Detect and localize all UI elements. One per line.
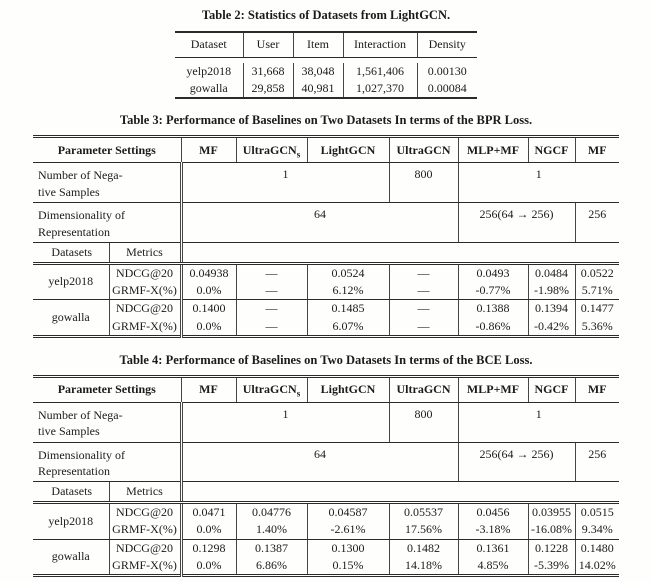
value-cell: 6.07%: [307, 318, 389, 337]
value-cell: 38,048: [293, 63, 343, 80]
value-cell: 0.0522: [575, 263, 619, 282]
value-cell: —: [236, 282, 307, 300]
col-header-mlp-mf: MLP+MF: [458, 137, 528, 163]
value-cell: 256: [575, 203, 619, 243]
value-cell: —: [389, 318, 458, 337]
col-header-lightgcn: LightGCN: [307, 137, 389, 163]
value-cell: 0.1485: [307, 300, 389, 318]
metric-name: NDCG@20: [109, 539, 181, 557]
subscript-s: s: [296, 148, 301, 159]
value-cell: 0.0471: [181, 503, 236, 522]
table2-row-gowalla: [175, 80, 477, 98]
value-cell: -5.39%: [528, 557, 575, 576]
value-cell: 17.56%: [389, 521, 458, 539]
value-cell: 6.86%: [236, 557, 307, 576]
table4-header-row: [33, 376, 619, 402]
value-cell: 0.05537: [389, 503, 458, 522]
value-cell: 14.02%: [575, 557, 619, 576]
empty-cell: [181, 482, 619, 503]
col-header-ultragcn-s: [236, 376, 307, 402]
table4-caption: Table 4: Performance of Baselines on Two Datasets In terms of the BCE Loss.: [119, 352, 533, 367]
value-cell: 29,858: [243, 80, 293, 98]
value-cell: 4.85%: [458, 557, 528, 576]
dataset-name: gowalla: [51, 309, 90, 324]
value-cell: 0.0456: [458, 503, 528, 522]
model-label: UltraGCN: [242, 382, 297, 397]
value-cell: -3.18%: [458, 521, 528, 539]
value-cell: 31,668: [243, 63, 293, 80]
value-cell: 1: [458, 163, 619, 203]
table4-dimensionality-row: [33, 442, 619, 482]
col-header-density: Density: [417, 32, 477, 57]
col-header-mf-2: MF: [575, 376, 619, 402]
metric-name: GRMF-X(%): [109, 557, 181, 576]
value-cell: 0.1361: [458, 539, 528, 557]
table3-gowalla-grmf-row: [33, 318, 619, 337]
value-cell: -0.86%: [458, 318, 528, 337]
value-cell: —: [236, 300, 307, 318]
value-cell: 0.15%: [307, 557, 389, 576]
value-cell: 0.0%: [181, 557, 236, 576]
table4-subheader-row: [33, 482, 619, 503]
table4-yelp2018-ndcg-row: [33, 503, 619, 522]
value-cell: —: [389, 300, 458, 318]
table2-caption: Table 2: Statistics of Datasets from LightGCN.: [201, 8, 451, 22]
value-cell: 256(64 → 256): [458, 442, 575, 482]
value-cell: 0.1400: [181, 300, 236, 318]
value-cell: 0.0%: [181, 282, 236, 300]
value-cell: 0.1480: [575, 539, 619, 557]
value-cell: —: [389, 282, 458, 300]
model-label: UltraGCN: [242, 142, 297, 157]
col-header-user: User: [243, 32, 293, 57]
value-cell: 0.0%: [181, 318, 236, 337]
value-cell: 0.0515: [575, 503, 619, 522]
subscript-s: s: [296, 388, 301, 399]
value-cell: 1: [181, 163, 389, 203]
table4-gowalla-ndcg-row: [33, 539, 619, 557]
col-header-ultragcn: UltraGCN: [389, 137, 458, 163]
value-cell: 0.1300: [307, 539, 389, 557]
value-cell: -16.08%: [528, 521, 575, 539]
value-cell: 1,027,370: [343, 80, 417, 98]
dataset-name: gowalla: [51, 549, 90, 564]
datasets-label: Datasets: [33, 242, 109, 263]
dataset-name: gowalla: [189, 81, 228, 95]
metric-name: NDCG@20: [109, 503, 181, 522]
value-cell: 0.1482: [389, 539, 458, 557]
value-cell: 1,561,406: [343, 63, 417, 80]
table3-subheader-row: [33, 242, 619, 263]
value-cell: 0.03955: [528, 503, 575, 522]
table3-yelp2018-ndcg-row: [33, 263, 619, 282]
col-header-ultragcn-s: [236, 137, 307, 163]
col-header-item: Item: [293, 32, 343, 57]
param-settings-header: Parameter Settings: [33, 376, 181, 402]
table2-header-row: [175, 32, 477, 57]
value-cell: 5.71%: [575, 282, 619, 300]
value-cell: 0.1228: [528, 539, 575, 557]
table4-bce-performance: [33, 375, 619, 578]
value-cell: 6.12%: [307, 282, 389, 300]
table2-datasets-statistics: [175, 31, 477, 99]
param-label-negative-samples: Number of Nega- tive Samples: [33, 402, 181, 442]
value-cell: 0.1394: [528, 300, 575, 318]
value-cell: 64: [181, 442, 458, 482]
table4-negative-samples-row: [33, 402, 619, 442]
value-cell: 1.40%: [236, 521, 307, 539]
table3-yelp2018-grmf-row: [33, 282, 619, 300]
table4-yelp2018-grmf-row: [33, 521, 619, 539]
value-cell: 0.04587: [307, 503, 389, 522]
param-label-negative-samples: Number of Nega- tive Samples: [33, 163, 181, 203]
table3-bpr-performance: [33, 135, 619, 338]
param-label-dimensionality: Dimensionality of Representation: [33, 442, 181, 482]
value-cell: 800: [389, 163, 458, 203]
col-header-ngcf: NGCF: [528, 376, 575, 402]
table3-dimensionality-row: [33, 203, 619, 243]
col-header-mlp-mf: MLP+MF: [458, 376, 528, 402]
col-header-ngcf: NGCF: [528, 137, 575, 163]
value-cell: -0.77%: [458, 282, 528, 300]
value-cell: 0.0%: [181, 521, 236, 539]
col-header-interaction: Interaction: [343, 32, 417, 57]
dataset-name: yelp2018: [33, 503, 109, 540]
col-header-mf: MF: [181, 137, 236, 163]
datasets-label: Datasets: [33, 482, 109, 503]
value-cell: —: [389, 263, 458, 282]
value-cell: 14.18%: [389, 557, 458, 576]
value-cell: 256(64 → 256): [458, 203, 575, 243]
value-cell: 9.34%: [575, 521, 619, 539]
table2-row-yelp2018: [175, 63, 477, 80]
table3-gowalla-ndcg-row: [33, 300, 619, 318]
col-header-mf: MF: [181, 376, 236, 402]
value-cell: 0.0524: [307, 263, 389, 282]
table3-header-row: [33, 137, 619, 163]
value-cell: 256: [575, 442, 619, 482]
metric-name: GRMF-X(%): [109, 318, 181, 337]
col-header-dataset: Dataset: [175, 32, 243, 57]
col-header-ultragcn: UltraGCN: [389, 376, 458, 402]
metric-name: GRMF-X(%): [109, 521, 181, 539]
value-cell: 0.04938: [181, 263, 236, 282]
empty-cell: [181, 242, 619, 263]
param-label-dimensionality: Dimensionality of Representation: [33, 203, 181, 243]
value-cell: 0.1387: [236, 539, 307, 557]
value-cell: —: [236, 263, 307, 282]
value-cell: -0.42%: [528, 318, 575, 337]
table3-negative-samples-row: [33, 163, 619, 203]
value-cell: 40,981: [293, 80, 343, 98]
value-cell: 0.1477: [575, 300, 619, 318]
value-cell: -1.98%: [528, 282, 575, 300]
value-cell: 0.04776: [236, 503, 307, 522]
value-cell: —: [236, 318, 307, 337]
metrics-label: Metrics: [109, 242, 181, 263]
value-cell: 1: [181, 402, 389, 442]
value-cell: 800: [389, 402, 458, 442]
value-cell: -2.61%: [307, 521, 389, 539]
dataset-name: yelp2018: [33, 263, 109, 300]
table4-gowalla-grmf-row: [33, 557, 619, 576]
value-cell: 64: [181, 203, 458, 243]
metrics-label: Metrics: [109, 482, 181, 503]
value-cell: 0.1388: [458, 300, 528, 318]
value-cell: 0.00130: [417, 63, 477, 80]
metric-name: NDCG@20: [109, 263, 181, 282]
col-header-lightgcn: LightGCN: [307, 376, 389, 402]
value-cell: 0.0493: [458, 263, 528, 282]
metric-name: NDCG@20: [109, 300, 181, 318]
table3-caption: Table 3: Performance of Baselines on Two Datasets In terms of the BPR Loss.: [119, 113, 533, 127]
value-cell: 0.0484: [528, 263, 575, 282]
metric-name: GRMF-X(%): [109, 282, 181, 300]
value-cell: 5.36%: [575, 318, 619, 337]
param-settings-header: Parameter Settings: [33, 137, 181, 163]
value-cell: 0.1298: [181, 539, 236, 557]
value-cell: 0.00084: [417, 80, 477, 98]
value-cell: 1: [458, 402, 619, 442]
col-header-mf-2: MF: [575, 137, 619, 163]
dataset-name: yelp2018: [186, 64, 232, 78]
